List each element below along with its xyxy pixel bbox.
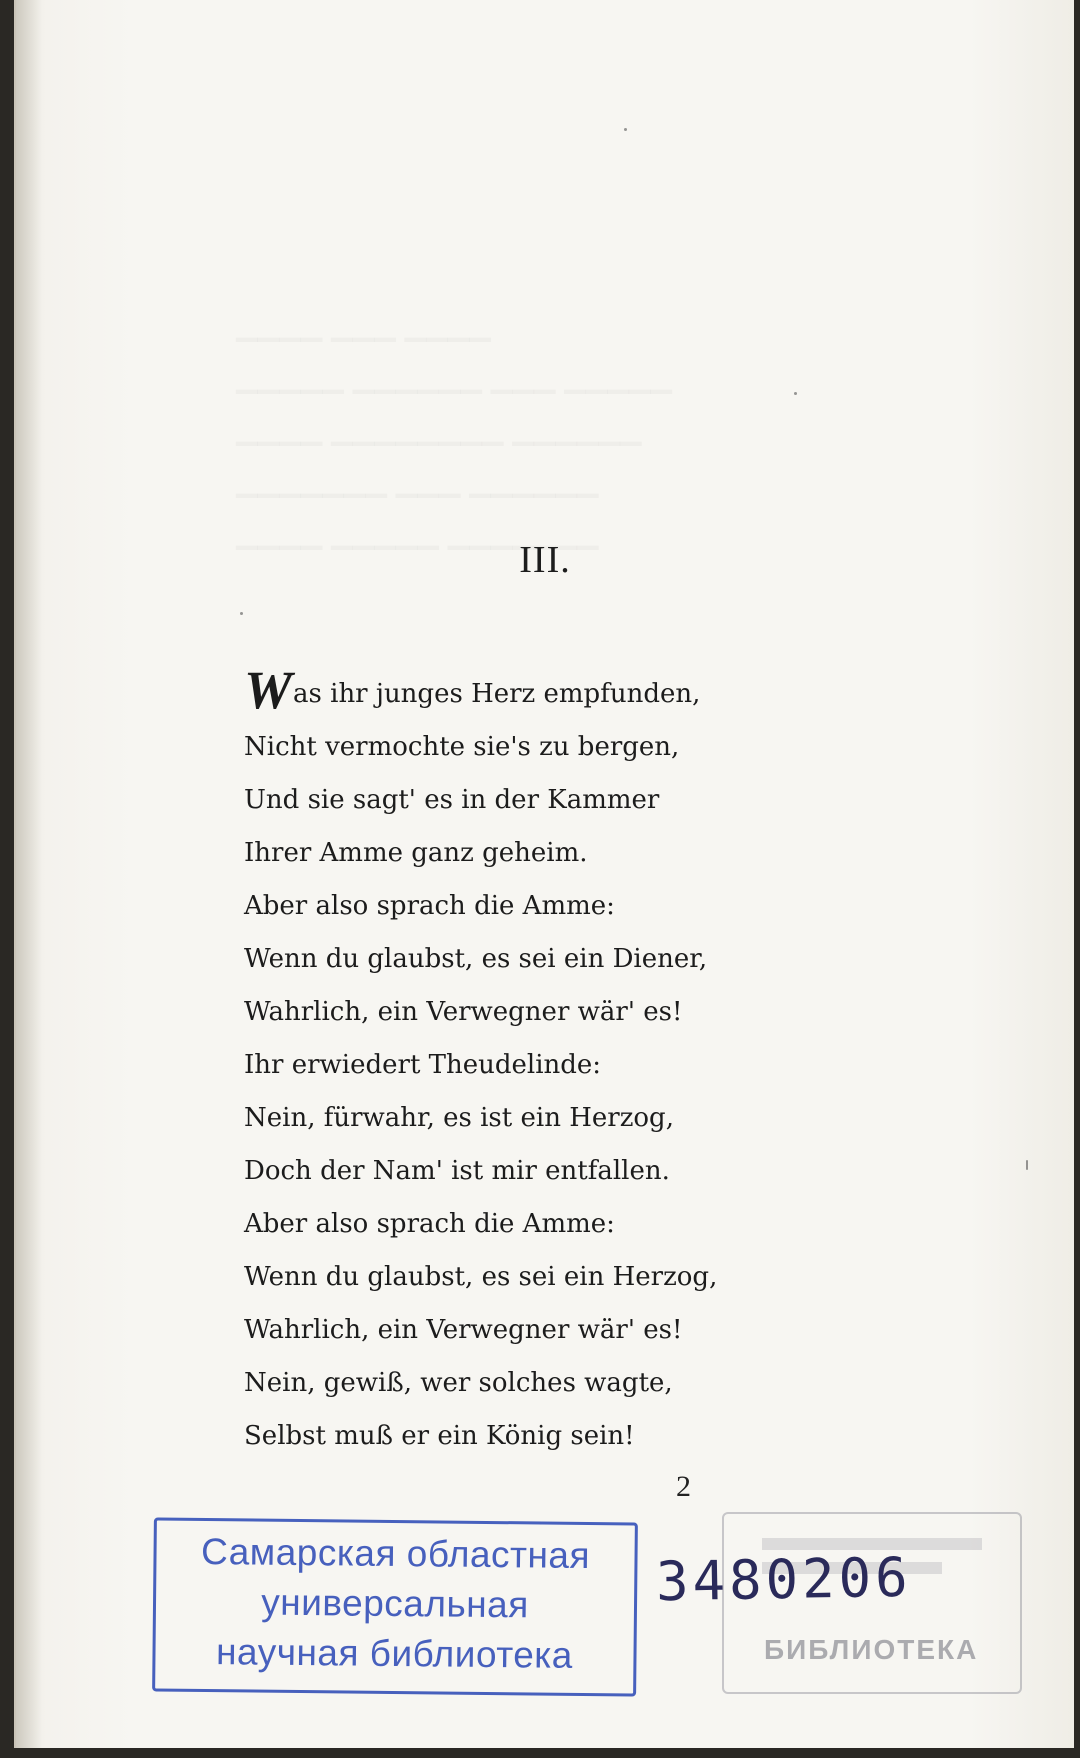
paper-speck [240,612,243,615]
stamp-line-1: Самарская областная [200,1530,591,1577]
poem-line: Ihr erwiedert Theudelinde: [244,1050,602,1080]
poem-line: Aber also sprach die Amme: [244,891,615,921]
stamp-line-2: универсальная [261,1581,529,1626]
poem-line-1-text: as ihr junges Herz empfunden, [293,679,701,709]
paper-speck [1026,1160,1028,1170]
inventory-number: 3480206 [655,1545,913,1614]
paper-speck [624,128,627,131]
poem-line: Wenn du glaubst, es sei ein Diener, [244,944,708,974]
poem-line: Nein, gewiß, wer solches wagte, [244,1368,673,1398]
poem-line: Wahrlich, ein Verwegner wär' es! [244,997,683,1027]
drop-cap: W [244,660,293,720]
poem-line: Doch der Nam' ist mir entfallen. [244,1156,670,1186]
library-stamp [152,1517,638,1696]
poem-line: Ihrer Amme ganz geheim. [244,838,588,868]
poem-line: Und sie sagt' es in der Kammer [244,785,660,815]
faded-stamp-label: БИБЛИОТЕКА [764,1634,979,1665]
poem-line: Aber also sprach die Amme: [244,1209,615,1239]
poem-line: Selbst muß er ein König sein! [244,1421,635,1451]
chapter-heading: III. [519,539,571,581]
book-page [14,0,1074,1748]
poem-line-1 [244,660,804,721]
poem-line: Wahrlich, ein Verwegner wär' es! [244,1315,683,1345]
page-number: 2 [676,1470,691,1503]
show-through-text: ▁▁▁▁ ▁▁▁ ▁▁▁▁ ▁▁▁▁▁ ▁▁▁▁▁▁ ▁▁▁ ▁▁▁▁▁ ▁▁▁▁ ▁▁▁▁▁▁▁▁ ▁▁▁▁▁▁ ▁▁▁▁▁▁▁ ▁▁▁ ▁▁▁▁▁▁ ▁▁▁▁ ▁▁▁▁▁ ▁▁▁▁▁▁▁ [236,309,672,550]
spine-shadow [16,0,42,1748]
poem-line: Wenn du glaubst, es sei ein Herzog, [244,1262,718,1292]
paper-speck [794,392,797,395]
stamp-line-3: научная библиотека [215,1631,574,1676]
poem-line: Nein, fürwahr, es ist ein Herzog, [244,1103,674,1133]
poem [244,660,804,1463]
poem-line: Nicht vermochte sie's zu bergen, [244,732,680,762]
